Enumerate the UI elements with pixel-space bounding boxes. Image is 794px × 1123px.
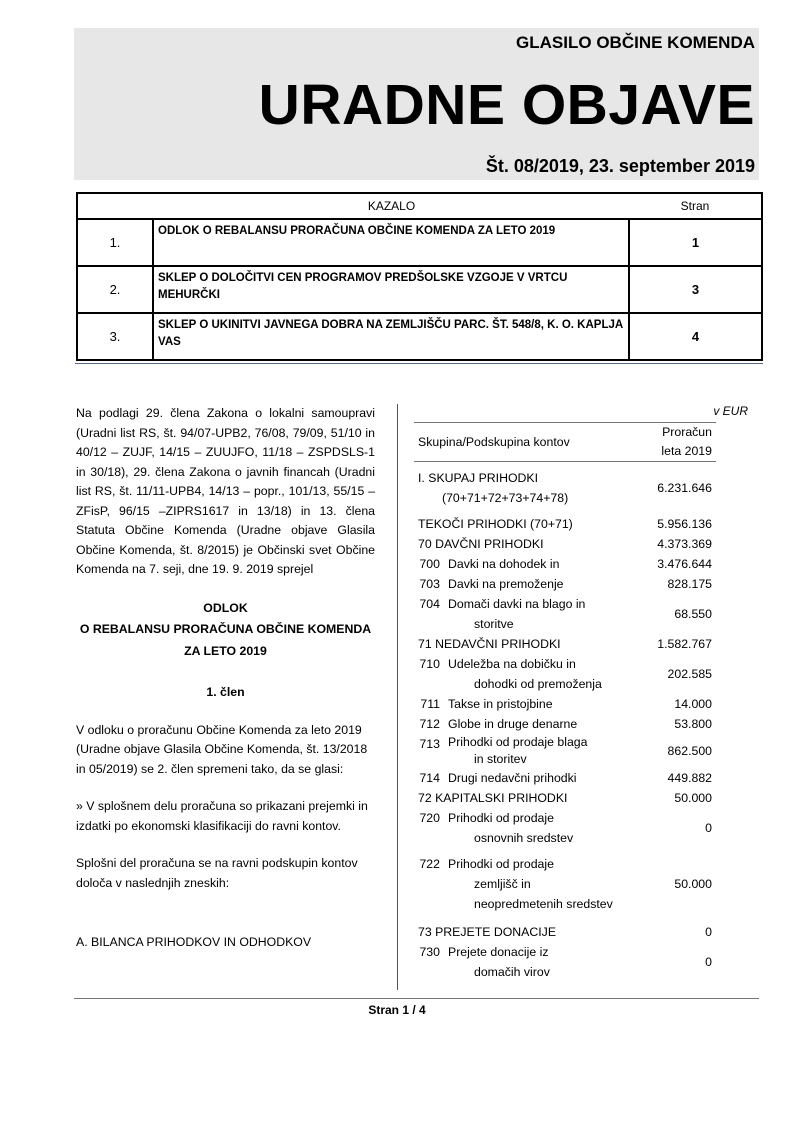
publication-name: GLASILO OBČINE KOMENDA bbox=[516, 33, 755, 52]
toc-row[interactable] bbox=[77, 313, 762, 360]
toc-number: 2. bbox=[77, 266, 153, 313]
article-heading: 1. člen bbox=[206, 685, 245, 699]
table-row: I. SKUPAJ PRIHODKI (70+71+72+73+74+78) 6.231.646 bbox=[418, 470, 712, 505]
budget-table bbox=[414, 422, 716, 982]
page-title: URADNE OBJAVE bbox=[258, 73, 755, 137]
toc-number: 3. bbox=[77, 313, 153, 360]
table-row: 704 Domači davki na blago in storitve 68.550 bbox=[419, 596, 712, 631]
table-row: 73 PREJETE DONACIJE 0 bbox=[418, 924, 712, 939]
table-row: 730 Prejete donacije iz domačih virov 0 bbox=[419, 944, 712, 979]
preamble: Na podlagi 29. člena Zakona o lokalni samoupravi (Uradni list RS, št. 94/07-UPB2, 76/08, 79/09, 51/10 in 40/12 – ZUJF, 14/15 – ZUUJFO, 11/18 – ZSPDSLS-1 in 30/18), 29. člena Zakona o javnih financah (Uradni list RS, št. 11/11-UPB4, 14/13 – popr., 101/13, 55/15 –ZFisP, 96/15 –ZIPRS1617 in 13/18) in 13. člena Statuta Občine Komenda (Uradne objave Glasila Občine Komenda, št. 8/2015) je Občinski svet Občine Komenda na 7. seji, dne 19. 9. 2019 sprejel bbox=[76, 406, 375, 576]
table-row: 70 DAVČNI PRIHODKI 4.373.369 bbox=[418, 536, 712, 551]
divider bbox=[75, 363, 763, 364]
toc-row[interactable] bbox=[77, 266, 762, 313]
section-heading: A. BILANCA PRIHODKOV IN ODHODKOV bbox=[76, 935, 312, 949]
column-header-budget: Proračun leta 2019 bbox=[628, 423, 716, 462]
table-row: 714 Drugi nedavčni prihodki 449.882 bbox=[419, 770, 712, 785]
toc-row[interactable] bbox=[77, 219, 762, 266]
column-header-group: Skupina/Podskupina kontov bbox=[414, 423, 628, 462]
issue-number: Št. 08/2019, 23. september 2019 bbox=[485, 156, 755, 176]
table-row: 71 NEDAVČNI PRIHODKI 1.582.767 bbox=[418, 636, 712, 651]
decree-title-3: ZA LETO 2019 bbox=[184, 643, 267, 658]
table-of-contents bbox=[76, 192, 763, 361]
footer-divider bbox=[74, 998, 759, 999]
table-row: 700 Davki na dohodek in 3.476.644 bbox=[419, 556, 712, 571]
table-row: 703 Davki na premoženje 828.175 bbox=[419, 576, 712, 591]
table-row: 720 Prihodki od prodaje osnovnih sredstev 0 bbox=[419, 810, 712, 845]
decree-title-2: O REBALANSU PRORAČUNA OBČINE KOMENDA bbox=[79, 622, 372, 636]
table-header bbox=[414, 423, 716, 462]
table-row: 710 Udeležba na dobičku in dohodki od premoženja 202.585 bbox=[419, 656, 712, 691]
table-row: 713 Prihodki od prodaje blaga in storitev 862.500 bbox=[419, 734, 712, 766]
toc-page: 3 bbox=[629, 266, 762, 313]
table-row: TEKOČI PRIHODKI (70+71) 5.956.136 bbox=[418, 516, 712, 531]
toc-title[interactable]: SKLEP O UKINITVI JAVNEGA DOBRA NA ZEMLJIŠČU PARC. ŠT. 548/8, K. O. KAPLJA VAS bbox=[153, 313, 629, 360]
paragraph: Splošni del proračuna se na ravni podskupin kontov določa v naslednjih zneskih: bbox=[76, 856, 358, 890]
budget-column bbox=[414, 404, 748, 982]
toc-title[interactable]: ODLOK O REBALANSU PRORAČUNA OBČINE KOMENDA ZA LETO 2019 bbox=[153, 219, 629, 266]
table-row: 711 Takse in pristojbine 14.000 bbox=[420, 696, 712, 711]
table-row: 722 Prihodki od prodaje zemljišč in neopredmetenih sredstev 50.000 bbox=[419, 856, 712, 911]
column-divider bbox=[397, 404, 398, 990]
decree-title-1: ODLOK bbox=[203, 600, 248, 615]
currency-label: v EUR bbox=[713, 404, 748, 418]
toc-page: 4 bbox=[629, 313, 762, 360]
table-row: 72 KAPITALSKI PRIHODKI 50.000 bbox=[418, 790, 712, 805]
table-row: 712 Globe in druge denarne 53.800 bbox=[419, 716, 712, 731]
toc-page-heading: Stran bbox=[629, 193, 762, 219]
toc-title[interactable]: SKLEP O DOLOČITVI CEN PROGRAMOV PREDŠOLSKE VZGOJE V VRTCU MEHURČKI bbox=[153, 266, 629, 313]
left-column bbox=[76, 404, 375, 953]
toc-number: 1. bbox=[77, 219, 153, 266]
toc-heading: KAZALO bbox=[77, 193, 629, 219]
masthead bbox=[74, 28, 759, 180]
page-footer: Stran 1 / 4 bbox=[368, 1003, 426, 1017]
paragraph: V odloku o proračunu Občine Komenda za leto 2019 (Uradne objave Glasila Občine Komenda, št. 13/2018 in 05/2019) se 2. člen spremeni tako, da se glasi: bbox=[76, 722, 368, 776]
toc-page: 1 bbox=[629, 219, 762, 266]
paragraph: » V splošnem delu proračuna so prikazani prejemki in izdatki po ekonomski klasifikaciji do ravni kontov. bbox=[76, 799, 368, 833]
